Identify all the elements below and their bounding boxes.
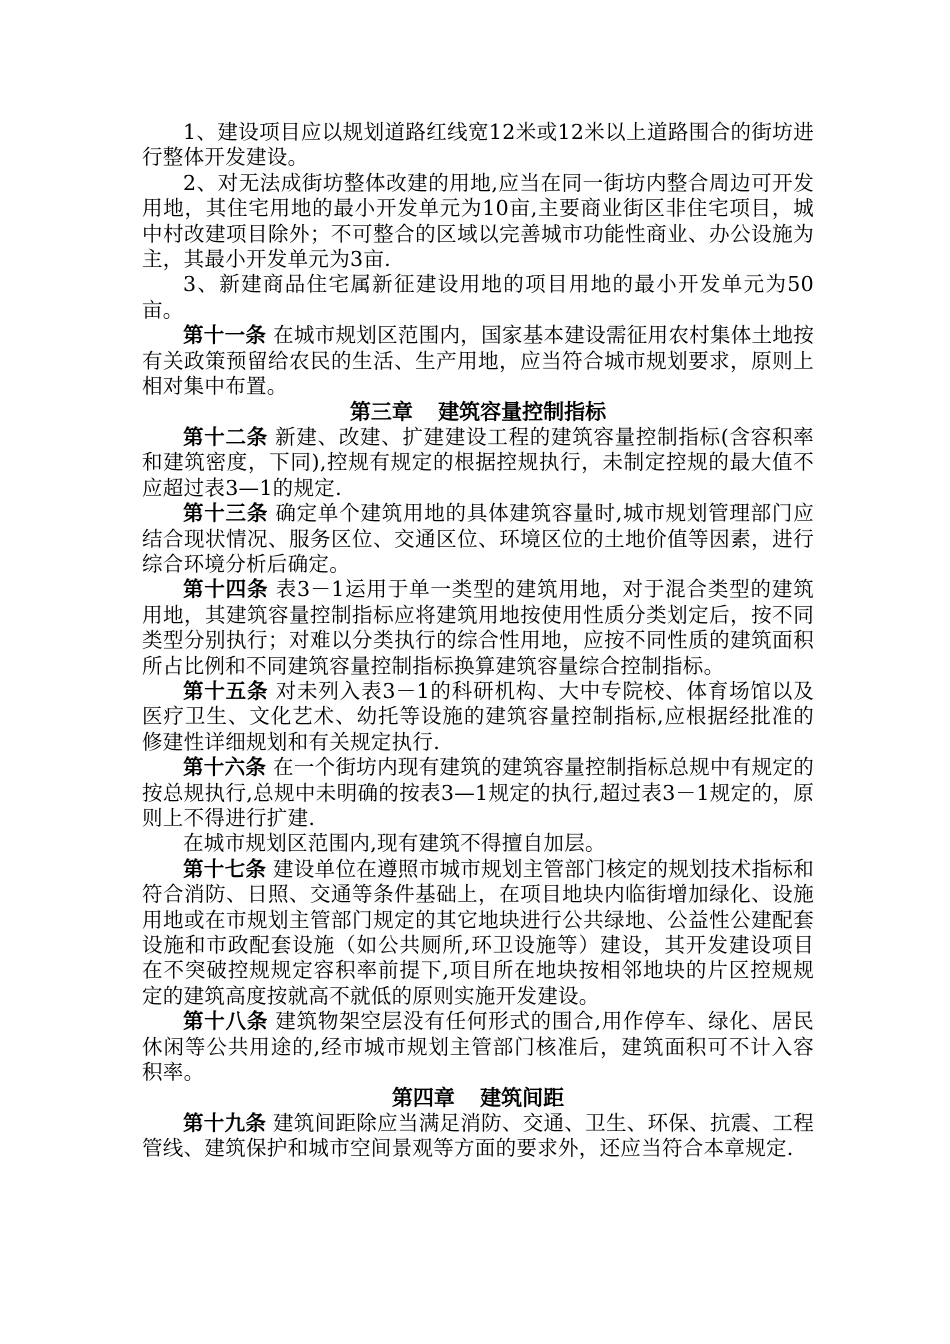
paragraph-text: 在城市规划区范围内,现有建筑不得擅自加层。 <box>183 831 606 856</box>
paragraph-text: 1、建设项目应以规划道路红线宽12米或12米以上道路围合的街坊进行整体开发建设。 <box>142 120 814 170</box>
article-11 <box>142 323 814 399</box>
chapter-3-heading <box>142 399 814 424</box>
article-text: 新建、改建、扩建建设工程的建筑容量控制指标(含容积率和建筑密度，下同),控规有规定的根据控规执行，未制定控规的最大值不应超过表3—1的规定. <box>142 424 814 500</box>
article-label: 第十二条 <box>183 424 268 449</box>
article-label: 第十四条 <box>183 577 269 602</box>
paragraph-text: 3、新建商品住宅属新征建设用地的项目用地的最小开发单元为50亩。 <box>142 272 814 322</box>
paragraph-text: 2、对无法成街坊整体改建的用地,应当在同一街坊内整合周边可开发用地，其住宅用地的最小开发单元为10亩,主要商业街区非住宅项目，城中村改建项目除外；不可整合的区域以完善城市功能性商业、办公设施为主，其最小开发单元为3亩. <box>142 170 814 272</box>
article-13 <box>142 501 814 577</box>
article-label: 第十一条 <box>183 323 267 348</box>
article-17 <box>142 857 814 1009</box>
paragraph-item-3 <box>142 272 814 323</box>
paragraph-item-no-addition <box>142 831 814 856</box>
article-text: 建筑物架空层没有任何形式的围合,用作停车、绿化、居民休闲等公共用途的,经市城市规划主管部门核准后，建筑面积可不计入容积率。 <box>142 1009 814 1085</box>
article-16 <box>142 755 814 831</box>
chapter-title: 建筑容量控制指标 <box>438 399 607 425</box>
article-14 <box>142 577 814 679</box>
chapter-number: 第三章 <box>349 399 413 425</box>
article-text: 建筑间距除应当满足消防、交通、卫生、环保、抗震、工程管线、建筑保护和城市空间景观等方面的要求外，还应当符合本章规定. <box>142 1110 814 1161</box>
article-text: 表3－1运用于单一类型的建筑用地，对于混合类型的建筑用地，其建筑容量控制指标应将建筑用地按使用性质分类划定后，按不同类型分别执行；对难以分类执行的综合性用地，应按不同性质的建筑面积所占比例和不同建筑容量控制指标换算建筑容量综合控制指标。 <box>142 577 814 678</box>
chapter-4-heading <box>142 1085 814 1110</box>
chapter-number: 第四章 <box>391 1085 455 1111</box>
article-text: 建设单位在遵照市城市规划主管部门核定的规划技术指标和符合消防、日照、交通等条件基础上，在项目地块内临街增加绿化、设施用地或在市规划主管部门规定的其它地块进行公共绿地、公益性公建配套设施和市政配套设施（如公共厕所,环卫设施等）建设，其开发建设项目在不突破控规规定容积率前提下,项目所在地块按相邻地块的片区控规规定的建筑高度按就高不就低的原则实施开发建设。 <box>142 856 814 1008</box>
article-text: 确定单个建筑用地的具体建筑容量时,城市规划管理部门应结合现状情况、服务区位、交通区位、环境区位的土地价值等因素，进行综合环境分析后确定。 <box>142 501 814 576</box>
paragraph-item-2 <box>142 171 814 273</box>
article-label: 第十九条 <box>183 1110 267 1135</box>
article-label: 第十八条 <box>183 1009 269 1034</box>
article-19 <box>142 1111 814 1162</box>
article-15 <box>142 679 814 755</box>
article-text: 在城市规划区范围内，国家基本建设需征用农村集体土地按有关政策预留给农民的生活、生产用地，应当符合城市规划要求，原则上相对集中布置。 <box>142 323 814 399</box>
paragraph-item-1 <box>142 120 814 171</box>
article-text: 对未列入表3－1的科研机构、大中专院校、体育场馆以及医疗卫生、文化艺术、幼托等设施的建筑容量控制指标,应根据经批准的修建性详细规划和有关规定执行. <box>142 678 814 754</box>
article-18 <box>142 1009 814 1085</box>
chapter-title: 建筑间距 <box>480 1085 565 1111</box>
document-page <box>142 120 814 1162</box>
article-label: 第十三条 <box>183 501 269 526</box>
article-label: 第十六条 <box>183 755 267 780</box>
article-label: 第十五条 <box>183 678 269 703</box>
article-12 <box>142 425 814 501</box>
article-text: 在一个街坊内现有建筑的建筑容量控制指标总规中有规定的按总规执行,总规中未明确的按表3—1规定的执行,超过表3－1规定的，原则上不得进行扩建. <box>142 755 814 830</box>
article-label: 第十七条 <box>183 856 267 881</box>
